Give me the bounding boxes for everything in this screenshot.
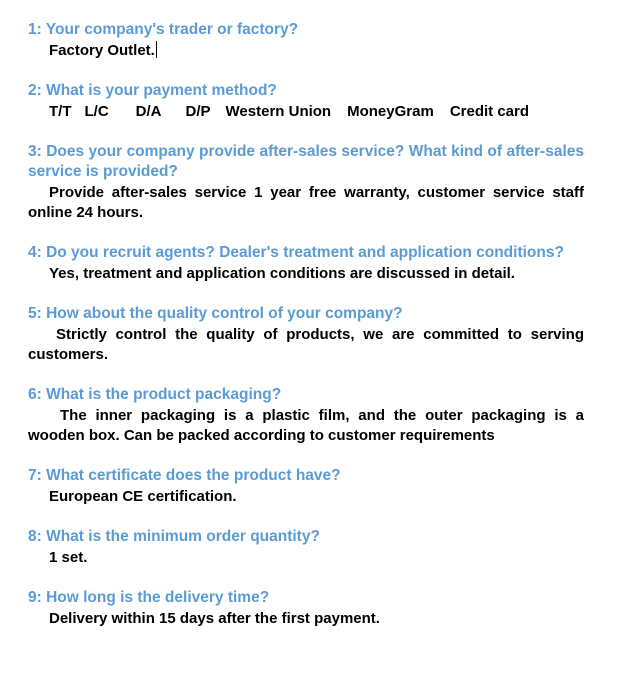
payment-method-da: D/A	[135, 103, 162, 120]
faq-item-4	[28, 243, 584, 284]
faq-answer: Yes, treatment and application conditions are discussed in detail.	[49, 265, 515, 282]
payment-method-western-union: Western Union	[225, 103, 332, 120]
payment-method-tt: T/T	[49, 103, 72, 120]
payment-method-lc: L/C	[84, 103, 109, 120]
faq-answer: Provide after-sales service 1 year free warranty, customer service staff online 24 hours.	[28, 184, 584, 221]
faq-answer: Strictly control the quality of products, we are committed to serving customers.	[28, 326, 584, 363]
payment-method-credit-card: Credit card	[449, 103, 530, 120]
faq-item-1	[28, 20, 584, 61]
faq-item-5	[28, 304, 584, 365]
faq-answer-container[interactable]	[28, 41, 584, 61]
faq-answer: Factory Outlet.	[49, 42, 155, 59]
faq-item-7	[28, 466, 584, 507]
faq-answer: 1 set.	[49, 549, 88, 566]
faq-question: 7: What certificate does the product have?	[28, 467, 341, 484]
faq-question: 3: Does your company provide after-sales service? What kind of after-sales service is provided?	[28, 143, 584, 180]
faq-item-2	[28, 81, 584, 122]
faq-item-3	[28, 142, 584, 223]
faq-question: 8: What is the minimum order quantity?	[28, 528, 320, 545]
faq-document	[28, 20, 584, 649]
payment-method-dp: D/P	[185, 103, 211, 120]
faq-question: 9: How long is the delivery time?	[28, 589, 270, 606]
faq-answer: Delivery within 15 days after the first payment.	[49, 610, 380, 627]
faq-question: 2: What is your payment method?	[28, 82, 277, 99]
faq-item-6	[28, 385, 584, 446]
faq-question: 5: How about the quality control of your company?	[28, 305, 403, 322]
faq-answer: European CE certification.	[49, 488, 237, 505]
text-cursor	[156, 41, 157, 58]
faq-answer: The inner packaging is a plastic film, and the outer packaging is a wooden box. Can be packed according to customer requirements	[28, 407, 584, 444]
faq-item-8	[28, 527, 584, 568]
faq-item-9	[28, 588, 584, 629]
faq-question: 6: What is the product packaging?	[28, 386, 282, 403]
faq-question: 4: Do you recruit agents? Dealer's treatment and application conditions?	[28, 244, 564, 261]
payment-method-moneygram: MoneyGram	[347, 103, 434, 120]
faq-question: 1: Your company's trader or factory?	[28, 21, 299, 38]
payment-methods-list	[49, 102, 584, 122]
